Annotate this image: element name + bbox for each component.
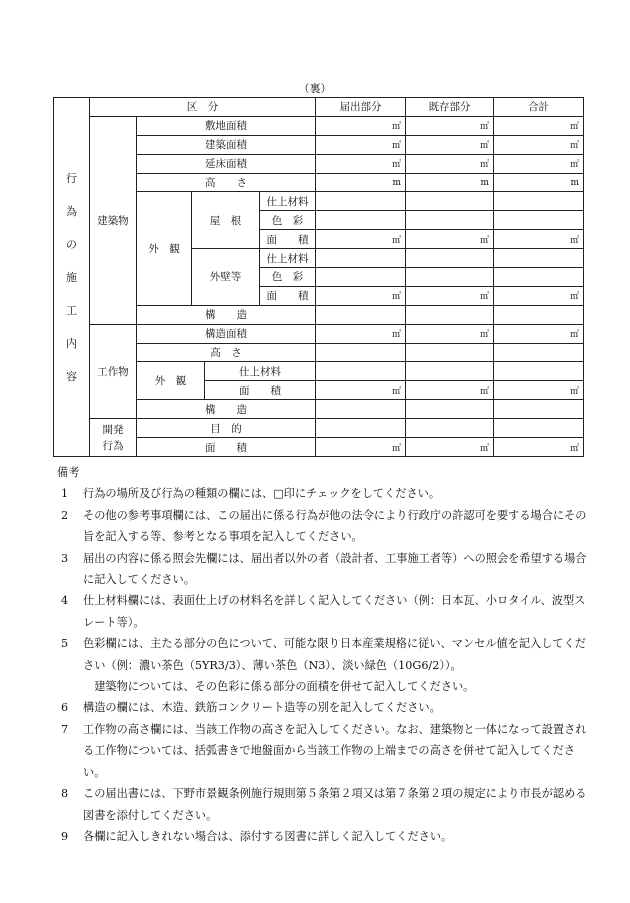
header-category: 区 分 [90, 98, 316, 117]
structure-height-total[interactable] [494, 343, 584, 362]
height-reported[interactable]: m [316, 173, 406, 192]
note-item: 9 各欄に記入しきれない場合は、添付する図書に詳しく記入してください。 [61, 829, 453, 843]
note-item: 2 その他の参考事項欄には、この届出に係る行為が他の法令により行政庁の許認可を要する場合にその旨を記入する等、参考となる事項を記入してください。 [61, 508, 587, 544]
note-item: 7 工作物の高さ欄には、当該工作物の高さを記入してください。なお、建築物と一体になって設置される工作物については、括弧書きで地盤面から当該工作物の上端までの高さを併せて記入してください。 [61, 722, 587, 779]
note-item: 8 この届出書には、下野市景観条例施行規則第５条第２項又は第７条第２項の規定により市長が認める図書を添付してください。 [61, 787, 587, 822]
site-area-reported[interactable]: ㎡ [316, 116, 406, 135]
structure-height-reported[interactable] [316, 343, 406, 362]
structure-work-label: 工作物 [90, 324, 137, 418]
development-area-label: 面 積 [137, 438, 316, 457]
note-item: 6 構造の欄には、木造、鉄筋コンクリート造等の別を記入してください。 [61, 701, 441, 715]
development-purpose-total[interactable] [494, 419, 584, 438]
wall-area-existing[interactable]: ㎡ [406, 286, 494, 305]
structure-area-total[interactable]: ㎡ [494, 381, 584, 400]
height-total[interactable]: m [494, 173, 584, 192]
development-purpose-existing[interactable] [406, 419, 494, 438]
note-item: 1 行為の場所及び行為の種類の欄には、□印にチェックをしてください。 [61, 487, 441, 501]
floor-area-label: 延床面積 [137, 154, 316, 173]
structure-structure-reported[interactable] [316, 400, 406, 419]
wall-color-label: 色 彩 [260, 268, 316, 287]
roof-finish-existing[interactable] [406, 192, 494, 211]
roof-area-existing[interactable]: ㎡ [406, 230, 494, 249]
wall-color-reported[interactable] [316, 268, 406, 287]
structure-finish-existing[interactable] [406, 362, 494, 381]
note-item: 5 色彩欄には、主たる部分の色について、可能な限り日本産業規格に従い、マンセル値を記入してください（例：濃い茶色（5YR3/3）、薄い茶色（N3）、淡い緑色（10G6/2））。 [61, 637, 586, 672]
development-label: 開発 行為 [90, 419, 137, 457]
structure-area-reported[interactable]: ㎡ [316, 381, 406, 400]
side-label: 行 為 の 施 工 内 容 [54, 98, 90, 457]
wall-area-reported[interactable]: ㎡ [316, 286, 406, 305]
wall-finish-existing[interactable] [406, 249, 494, 268]
notes-heading: 備考 [57, 466, 80, 479]
roof-color-existing[interactable] [406, 211, 494, 230]
roof-color-label: 色 彩 [260, 211, 316, 230]
development-area-existing[interactable]: ㎡ [406, 438, 494, 457]
site-area-label: 敷地面積 [137, 116, 316, 135]
floor-area-reported[interactable]: ㎡ [316, 154, 406, 173]
structure-height-label: 高 さ [137, 343, 316, 362]
building-structure-existing[interactable] [406, 305, 494, 324]
note-item: 3 届出の内容に係る照会先欄には、届出者以外の者（設計者、工事施工者等）への照会を希望する場合に記入してください。 [61, 551, 587, 587]
development-purpose-label: 目 的 [137, 419, 316, 438]
roof-finish-total[interactable] [494, 192, 584, 211]
roof-area-total[interactable]: ㎡ [494, 230, 584, 249]
wall-color-total[interactable] [494, 268, 584, 287]
wall-area-label: 面 積 [260, 286, 316, 305]
roof-color-reported[interactable] [316, 211, 406, 230]
building-area-reported[interactable]: ㎡ [316, 135, 406, 154]
header-existing: 既存部分 [406, 98, 494, 117]
building-label: 建築物 [90, 116, 137, 324]
wall-area-total[interactable]: ㎡ [494, 286, 584, 305]
roof-area-label: 面 積 [260, 230, 316, 249]
height-existing[interactable]: m [406, 173, 494, 192]
roof-finish-label: 仕上材料 [260, 192, 316, 211]
construction-area-existing[interactable]: ㎡ [406, 324, 494, 343]
header-reported: 届出部分 [316, 98, 406, 117]
header-total: 合計 [494, 98, 584, 117]
note-subitem: 建築物については、その色彩に係る部分の面積を併せて記入してください。 [94, 680, 475, 694]
roof-finish-reported[interactable] [316, 192, 406, 211]
notes-section [57, 462, 587, 847]
wall-finish-total[interactable] [494, 249, 584, 268]
building-area-label: 建築面積 [137, 135, 316, 154]
site-area-existing[interactable]: ㎡ [406, 116, 494, 135]
building-exterior-label: 外 観 [137, 192, 192, 305]
building-structure-label: 構 造 [137, 305, 316, 324]
construction-area-total[interactable]: ㎡ [494, 324, 584, 343]
structure-exterior-label: 外 観 [137, 362, 205, 400]
roof-area-reported[interactable]: ㎡ [316, 230, 406, 249]
note-item: 4 仕上材料欄には、表面仕上げの材料名を詳しく記入してください（例：日本瓦、小ロタイル、波型スレート等）。 [61, 594, 586, 629]
structure-finish-label: 仕上材料 [205, 362, 316, 381]
building-area-existing[interactable]: ㎡ [406, 135, 494, 154]
floor-area-total[interactable]: ㎡ [494, 154, 584, 173]
wall-label: 外壁等 [192, 249, 260, 306]
wall-color-existing[interactable] [406, 268, 494, 287]
wall-finish-reported[interactable] [316, 249, 406, 268]
site-area-total[interactable]: ㎡ [494, 116, 584, 135]
wall-finish-label: 仕上材料 [260, 249, 316, 268]
construction-area-label: 構造面積 [137, 324, 316, 343]
roof-color-total[interactable] [494, 211, 584, 230]
roof-label: 屋 根 [192, 192, 260, 249]
building-structure-reported[interactable] [316, 305, 406, 324]
structure-structure-label: 構 造 [137, 400, 316, 419]
structure-height-existing[interactable] [406, 343, 494, 362]
structure-finish-reported[interactable] [316, 362, 406, 381]
development-purpose-reported[interactable] [316, 419, 406, 438]
structure-structure-existing[interactable] [406, 400, 494, 419]
development-area-reported[interactable]: ㎡ [316, 438, 406, 457]
height-label: 高 さ [137, 173, 316, 192]
construction-details-table [53, 97, 584, 457]
structure-area-existing[interactable]: ㎡ [406, 381, 494, 400]
floor-area-existing[interactable]: ㎡ [406, 154, 494, 173]
development-area-total[interactable]: ㎡ [494, 438, 584, 457]
structure-structure-total[interactable] [494, 400, 584, 419]
building-area-total[interactable]: ㎡ [494, 135, 584, 154]
construction-area-reported[interactable]: ㎡ [316, 324, 406, 343]
structure-finish-total[interactable] [494, 362, 584, 381]
page-label: （裏） [298, 82, 332, 95]
structure-area-label: 面 積 [205, 381, 316, 400]
building-structure-total[interactable] [494, 305, 584, 324]
